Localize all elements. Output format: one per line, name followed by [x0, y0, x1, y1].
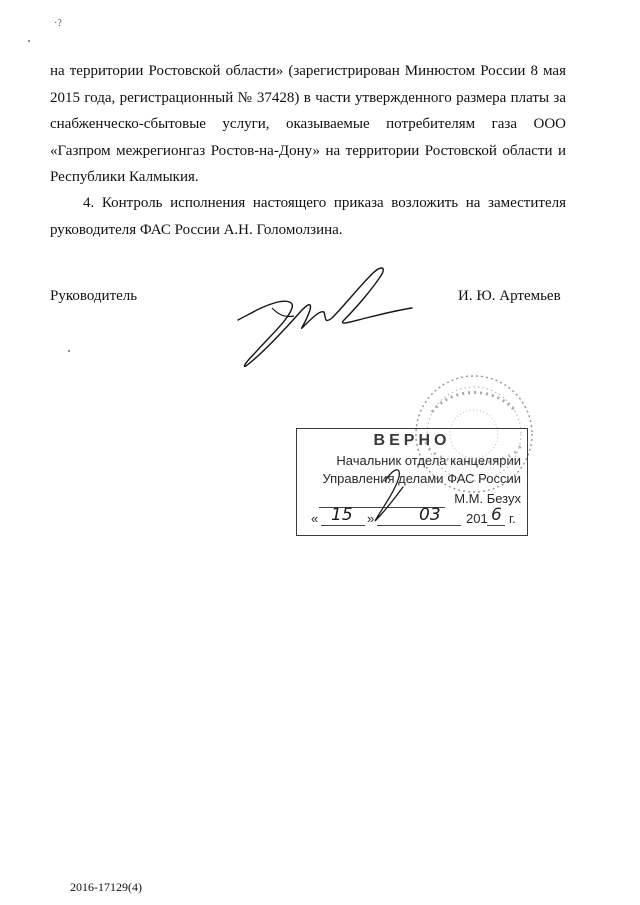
- paragraph-continuation: на территории Ростовской области» (зарегистрирован Минюстом России 8 мая 2015 года, регистрационный № 37428) в части утвержденного размера платы за снабженческо-сбытовые услуги, оказываемые потребителям газа ООО «Газпром межрегионгаз Ростов-на-Дону» на территории Ростовской области и Республики Калмыкия.: [50, 63, 566, 185]
- signatory-name: И. Ю. Артемьев: [458, 288, 561, 304]
- date-year-abbrev: г.: [509, 511, 516, 526]
- stamp-position-line: Начальник отдела канцелярии: [336, 453, 521, 468]
- stamp-name-line: М.М. Безух: [454, 491, 521, 506]
- date-day: 15: [331, 505, 353, 525]
- date-open-quote: «: [311, 511, 319, 526]
- stamp-header: ВЕРНО: [373, 432, 451, 449]
- document-number: 2016-17129(4): [70, 880, 142, 894]
- stamp-department-line: Управления делами ФАС России: [322, 471, 521, 486]
- stamp-handwritten-mark: [297, 429, 529, 537]
- paragraph-item-4: 4. Контроль исполнения настоящего приказа возложить на заместителя руководителя ФАС России А.Н. Голомолзина.: [50, 195, 566, 238]
- signatory-title: Руководитель: [50, 288, 138, 304]
- date-year-suffix: 6: [491, 505, 502, 525]
- certification-stamp: [296, 428, 528, 536]
- scan-speck: [28, 40, 30, 42]
- date-year: 201: [466, 511, 488, 526]
- handwritten-signature: [232, 262, 417, 372]
- date-month: 03: [419, 505, 441, 525]
- scan-speck: [68, 350, 70, 352]
- corner-mark: ·?: [54, 18, 62, 29]
- date-close-quote: »: [367, 511, 375, 526]
